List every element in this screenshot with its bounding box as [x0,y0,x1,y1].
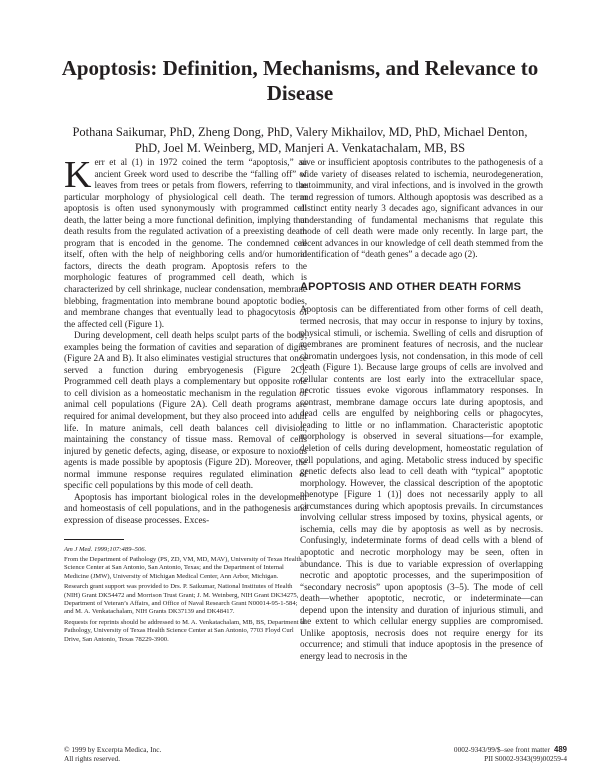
article-title: Apoptosis: Definition, Mechanisms, and Relevance to Disease [61,56,539,105]
page-number: 489 [553,745,567,754]
body-paragraph: During development, cell death helps sculpt parts of the body, examples being the formation of cavities and separation of digits (Figure 2A and B). It also eliminates vestigial structures that once served a function during embryogenesis (Figure 2C). Programmed cell death plays a complementary but opposite role to cell division as a homeostatic mechanism in the regulation of animal cell populations (Figure 2A). Cell death programs are required for animal development, but they also proceed into adult life. In mature animals, cell death balances cell division, maintaining the constancy of tissue mass. Removal of cells injured by genetic defects, aging, disease, or exposure to noxious agents is made possible by apoptosis (Figure 2D). Moreover, the normal immune response requires regulated elimination of specific cell populations by this mode of cell death. [64,330,307,491]
journal-citation: Am J Med. 1999;107:489–506. [64,545,147,553]
footnotes [64,546,307,644]
support-note: Research grant support was provided to Drs. P. Saikumar, National Institutes of Health (NIH) Grant DK54472 and Morrison Trust Grant; J. M. Weinberg, NIH Grant DK34275, Department of Veteran’s Affairs, and Office of Naval Research Grant N00014-95-1-584; and M. A. Venkatachalam, NIH Grants DK37139 and DK48417. [64,583,299,616]
reprint-note: Requests for reprints should be addressed to M. A. Venkatachalam, MB, BS, Department of Pathology, University of Texas Health Science Center at San Antonio, 7703 Floyd Curl Drive, San Antonio, Texas 78229-3900. [64,618,306,643]
copyright-line: © 1999 by Excerpta Medica, Inc. [64,745,162,754]
author-list: Pothana Saikumar, PhD, Zheng Dong, PhD, Valery Mikhailov, MD, PhD, Michael Denton, PhD, Joel M. Weinberg, MD, Manjeri A. Venkatachalam, MB, BS [72,125,528,155]
left-column [64,154,307,646]
section-heading: APOPTOSIS AND OTHER DEATH FORMS [300,280,522,293]
body-paragraph: Apoptosis can be differentiated from other forms of cell death, termed necrosis, that may occur in response to injury by toxins, physical stimuli, or ischemia. Swelling of cells and disruption of membranes are prominent features of necrosis, and the nuclear chromatin undergoes lysis, not condensation, in this mode of cell death (Figure 1). Because large groups of cells are involved and cellular contents are lost early into the extracellular space, necrotic tissues evoke vigorous inflammatory responses. In contrast, membrane damage occurs late during apoptosis, and dead cells are engulfed by neighboring cells or phagocytes, leading to little or no inflammation. Characteristic apoptotic morphology is observed in several situations—for example, deletion of cells during development, homeostatic regulation of cell populations, and aging. Metabolic stress induced by specific genetic defects also lead to cell death with “typical” apoptotic morphology. However, the classical description of the apoptotic phenotype [Figure 1 (1)] does not necessarily apply to all circumstances during which apoptosis prevails. In circumstances involving cellular stress imposed by toxins, physical agents, or ischemia, cells may die by apoptosis as well as by necrosis. Confusingly, indeterminate forms of dead cells with a blend of apoptotic and necrotic morphology may be seen, often in abundance. This is due to variable expression of overlapping necrotic and apoptotic processes, and the superimposition of “secondary necrosis” upon apoptosis (3–5). The mode of cell death—whether apoptotic, necrotic, or indeterminate—can depend upon the intensity and duration of injurious stimuli, and the extent to which cellular energy supplies are compromised. Unlike apoptosis, necrosis does not require energy for its occurrence; and stimuli that induce apoptosis in the presence of energy lead to necrosis in the [300,304,543,661]
intro-paragraph [64,154,307,330]
body-paragraph: sive or insufficient apoptosis contributes to the pathogenesis of a wide variety of diseases related to ischemia, neurodegeneration, autoimmunity, and viral infections, and is involved in the growth and regression of tumors. Although apoptosis was described as a distinct entity nearly 3 decades ago, significant advances in our understanding of fundamental mechanisms that regulate this mode of cell death were made only recently. In large part, the recent advances in our knowledge of cell death stemmed from the identification of “death genes” a decade ago (2). [300,157,543,260]
pii-line: PII S0002-9343(99)00259-4 [484,754,567,763]
issn-line: 0002-9343/99/$–see front matter 489 [453,745,567,754]
drop-cap: K [64,154,92,196]
footer-right [375,745,567,763]
footer-left [64,745,161,763]
rights-line: All rights reserved. [64,754,121,763]
affiliation-note: From the Department of Pathology (PS, ZD, VM, MD, MAV), University of Texas Health Science Center at San Antonio, San Antonio, Texas; and the Department of Internal Medicine (JMW), University of Michigan Medical Center, Ann Arbor, Michigan. [64,555,302,580]
body-paragraph: Apoptosis has important biological roles in the development and homeostasis of cell populations, and in the pathogenesis and expression of disease processes. Exces- [64,491,307,525]
footnote-divider [64,539,124,540]
right-column [300,157,543,662]
intro-text: err et al (1) in 1972 coined the term “apoptosis,” an ancient Greek word used to describe the “falling off” of leaves from trees or petals from flowers, referring to the particular morphology of physiological cell death. The term apoptosis is often used synonymously with programmed cell death, the latter being a more functional definition, implying that death results from the regulated activation of a preexisting death program that is encoded in the genome. The condemned cell itself, often with the help of neighboring cells and/or humoral factors, directs the death program. Apoptosis refers to the morphologic features of programmed cell death, which is characterized by cell shrinkage, nuclear condensation, membrane blebbing, fragmentation into membrane bound apoptotic bodies, and membrane changes that eventually lead to phagocytosis of the affected cell (Figure 1). [64,157,307,329]
